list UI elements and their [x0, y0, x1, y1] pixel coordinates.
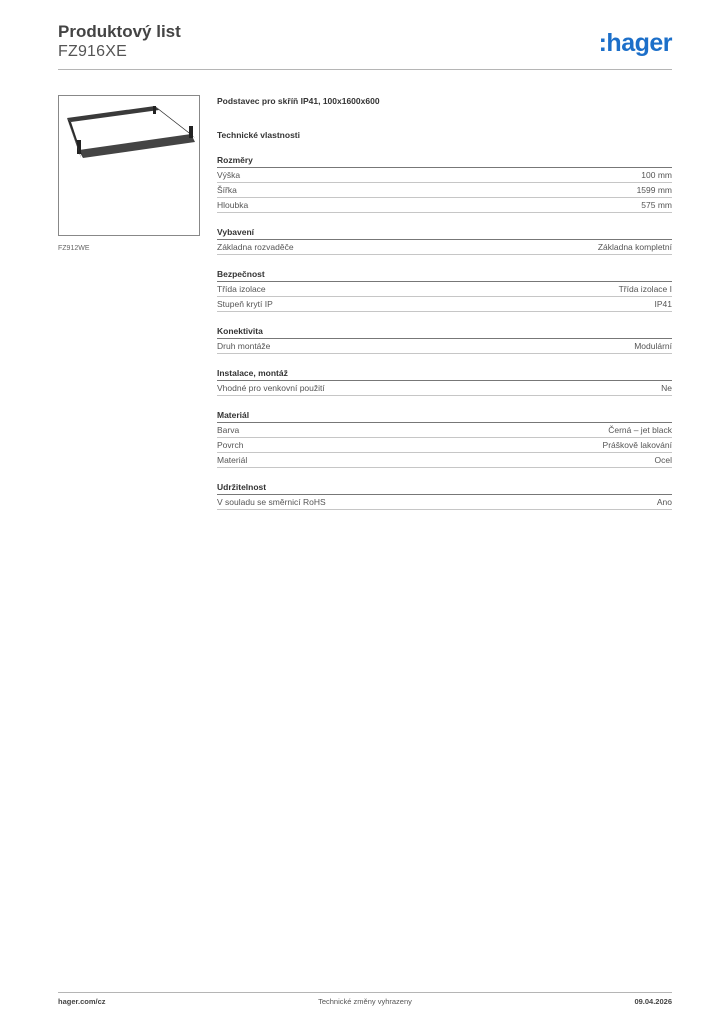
section-udrzitelnost: [217, 481, 672, 510]
property-label: V souladu se směrnicí RoHS: [217, 497, 326, 507]
property-value: Ano: [656, 497, 672, 507]
property-value: 575 mm: [641, 200, 672, 210]
property-value: Černá – jet black: [608, 425, 672, 435]
property-value: Třída izolace I: [618, 284, 672, 294]
property-label: Materiál: [217, 455, 248, 465]
property-value: Ne: [661, 383, 672, 393]
image-caption: FZ912WE: [58, 245, 90, 252]
footer-disclaimer: Technické změny vyhrazeny: [318, 997, 412, 1006]
property-value: 1599 mm: [636, 185, 672, 195]
property-row: [217, 282, 672, 297]
property-row: [217, 438, 672, 453]
property-row: [217, 453, 672, 468]
section-title: Bezpečnost: [217, 268, 672, 282]
footer-date: 09.04.2026: [634, 997, 672, 1006]
property-label: Hloubka: [217, 200, 249, 210]
property-value: Modulární: [634, 341, 672, 351]
section-material: [217, 409, 672, 468]
property-value: 100 mm: [641, 170, 672, 180]
property-value: IP41: [654, 299, 672, 309]
section-vybaveni: [217, 226, 672, 255]
section-konektivita: [217, 325, 672, 354]
page-title: Produktový list: [58, 22, 181, 41]
section-title: Udržitelnost: [217, 481, 672, 495]
section-title: Konektivita: [217, 325, 672, 339]
section-title: Materiál: [217, 409, 672, 423]
product-code: FZ916XE: [58, 43, 127, 60]
hager-logo[interactable]: :hager: [598, 29, 672, 57]
property-label: Stupeň krytí IP: [217, 299, 273, 309]
section-rozmery: [217, 154, 672, 213]
section-bezpecnost: [217, 268, 672, 312]
base-frame-icon: [59, 96, 199, 235]
section-title: Rozměry: [217, 154, 672, 168]
property-label: Základna rozvaděče: [217, 242, 294, 252]
property-row: [217, 339, 672, 354]
property-row: [217, 183, 672, 198]
property-label: Vhodné pro venkovní použití: [217, 383, 325, 393]
footer: [58, 997, 672, 1011]
section-title: Instalace, montáž: [217, 367, 672, 381]
property-label: Barva: [217, 425, 240, 435]
header: [58, 22, 672, 70]
footer-divider: [58, 992, 672, 993]
property-row: [217, 198, 672, 213]
property-label: Třída izolace: [217, 284, 266, 294]
property-label: Povrch: [217, 440, 244, 450]
product-name: Podstavec pro skříň IP41, 100x1600x600: [217, 96, 380, 106]
property-label: Druh montáže: [217, 341, 271, 351]
footer-website-link[interactable]: hager.com/cz: [58, 997, 106, 1006]
property-row: [217, 240, 672, 255]
section-instalace: [217, 367, 672, 396]
product-details: [217, 95, 672, 510]
property-value: Práškově lakování: [602, 440, 672, 450]
property-value: Základna kompletní: [597, 242, 672, 252]
property-row: [217, 297, 672, 312]
property-row: [217, 168, 672, 183]
property-value: Ocel: [654, 455, 672, 465]
tech-heading: Technické vlastnosti: [217, 130, 300, 140]
product-image: [58, 95, 200, 236]
property-row: [217, 423, 672, 438]
section-title: Vybavení: [217, 226, 672, 240]
property-label: Výška: [217, 170, 241, 180]
property-row: [217, 495, 672, 510]
property-row: [217, 381, 672, 396]
property-label: Šířka: [217, 185, 237, 195]
header-divider: [58, 69, 672, 70]
